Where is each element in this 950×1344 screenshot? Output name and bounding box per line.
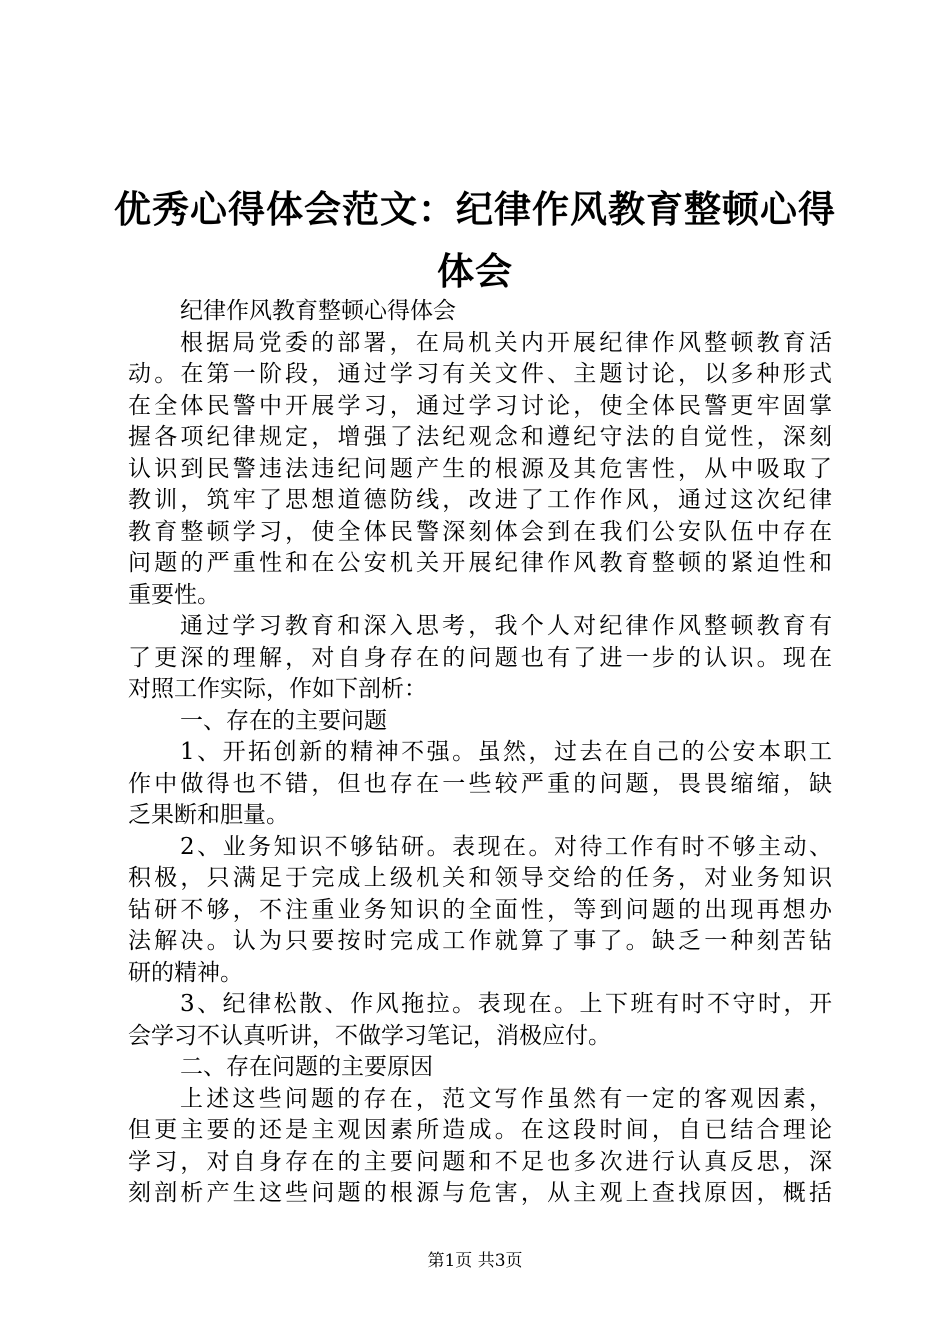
body-line: 根据局党委的部署，在局机关内开展纪律作风整顿教育活 [180, 329, 832, 356]
body-line: 二、存在问题的主要原因 [180, 1054, 433, 1080]
body-line: 教训，筑牢了思想道德防线，改进了工作作风，通过这次纪律 [128, 487, 832, 513]
body-line: 钻研不够，不注重业务知识的全面性，等到问题的出现再想办 [128, 896, 832, 923]
body-line: 法解决。认为只要按时完成工作就算了事了。缺乏一种刻苦钻 [128, 928, 832, 954]
body-line: 通过学习教育和深入思考，我个人对纪律作风整顿教育有 [180, 613, 832, 639]
body-line: 一、存在的主要问题 [180, 707, 387, 734]
body-line: 教育整顿学习，使全体民警深刻体会到在我们公安队伍中存在 [128, 518, 832, 545]
body-line: 刻剖析产生这些问题的根源与危害，从主观上查找原因，概括 [128, 1180, 832, 1206]
body-line: 在全体民警中开展学习，通过学习讨论，使全体民警更牢固掌 [128, 392, 832, 419]
body-line: 对照工作实际，作如下剖析： [128, 676, 427, 702]
body-line: 积极，只满足于完成上级机关和领导交给的任务，对业务知识 [128, 865, 832, 891]
body-line: 重要性。 [128, 581, 220, 608]
body-line: 学习，对自身存在的主要问题和不足也多次进行认真反思，深 [128, 1148, 832, 1175]
body-line: 乏果断和胆量。 [128, 802, 289, 828]
body-line: 3、纪律松散、作风拖拉。表现在。上下班有时不守时，开 [180, 991, 832, 1017]
document-title: 优秀心得体会范文：纪律作风教育整顿心得体会 [114, 187, 836, 293]
body-line: 握各项纪律规定，增强了法纪观念和遵纪守法的自觉性，深刻 [128, 424, 832, 450]
body-line: 但更主要的还是主观因素所造成。在这段时间，自已结合理论 [128, 1117, 832, 1143]
document-body [128, 296, 832, 1210]
body-line: 纪律作风教育整顿心得体会 [180, 298, 456, 324]
body-line: 2、业务知识不够钻研。表现在。对待工作有时不够主动、 [180, 833, 832, 860]
body-line: 了更深的理解，对自身存在的问题也有了进一步的认识。现在 [128, 644, 832, 671]
body-line: 作中做得也不错，但也存在一些较严重的问题，畏畏缩缩，缺 [128, 770, 832, 797]
body-line: 1、开拓创新的精神不强。虽然，过去在自己的公安本职工 [180, 739, 832, 765]
body-line: 研的精神。 [128, 959, 243, 986]
body-line: 上述这些问题的存在，范文写作虽然有一定的客观因素， [180, 1085, 832, 1112]
body-line: 问题的严重性和在公安机关开展纪律作风教育整顿的紧迫性和 [128, 550, 832, 576]
body-line: 认识到民警违法违纪问题产生的根源及其危害性，从中吸取了 [128, 455, 832, 482]
body-line: 会学习不认真听讲，不做学习笔记，消极应付。 [128, 1022, 611, 1049]
page-footer: 第1页 共3页 [427, 1251, 523, 1271]
body-line: 动。在第一阶段，通过学习有关文件、主题讨论，以多种形式 [128, 361, 832, 387]
